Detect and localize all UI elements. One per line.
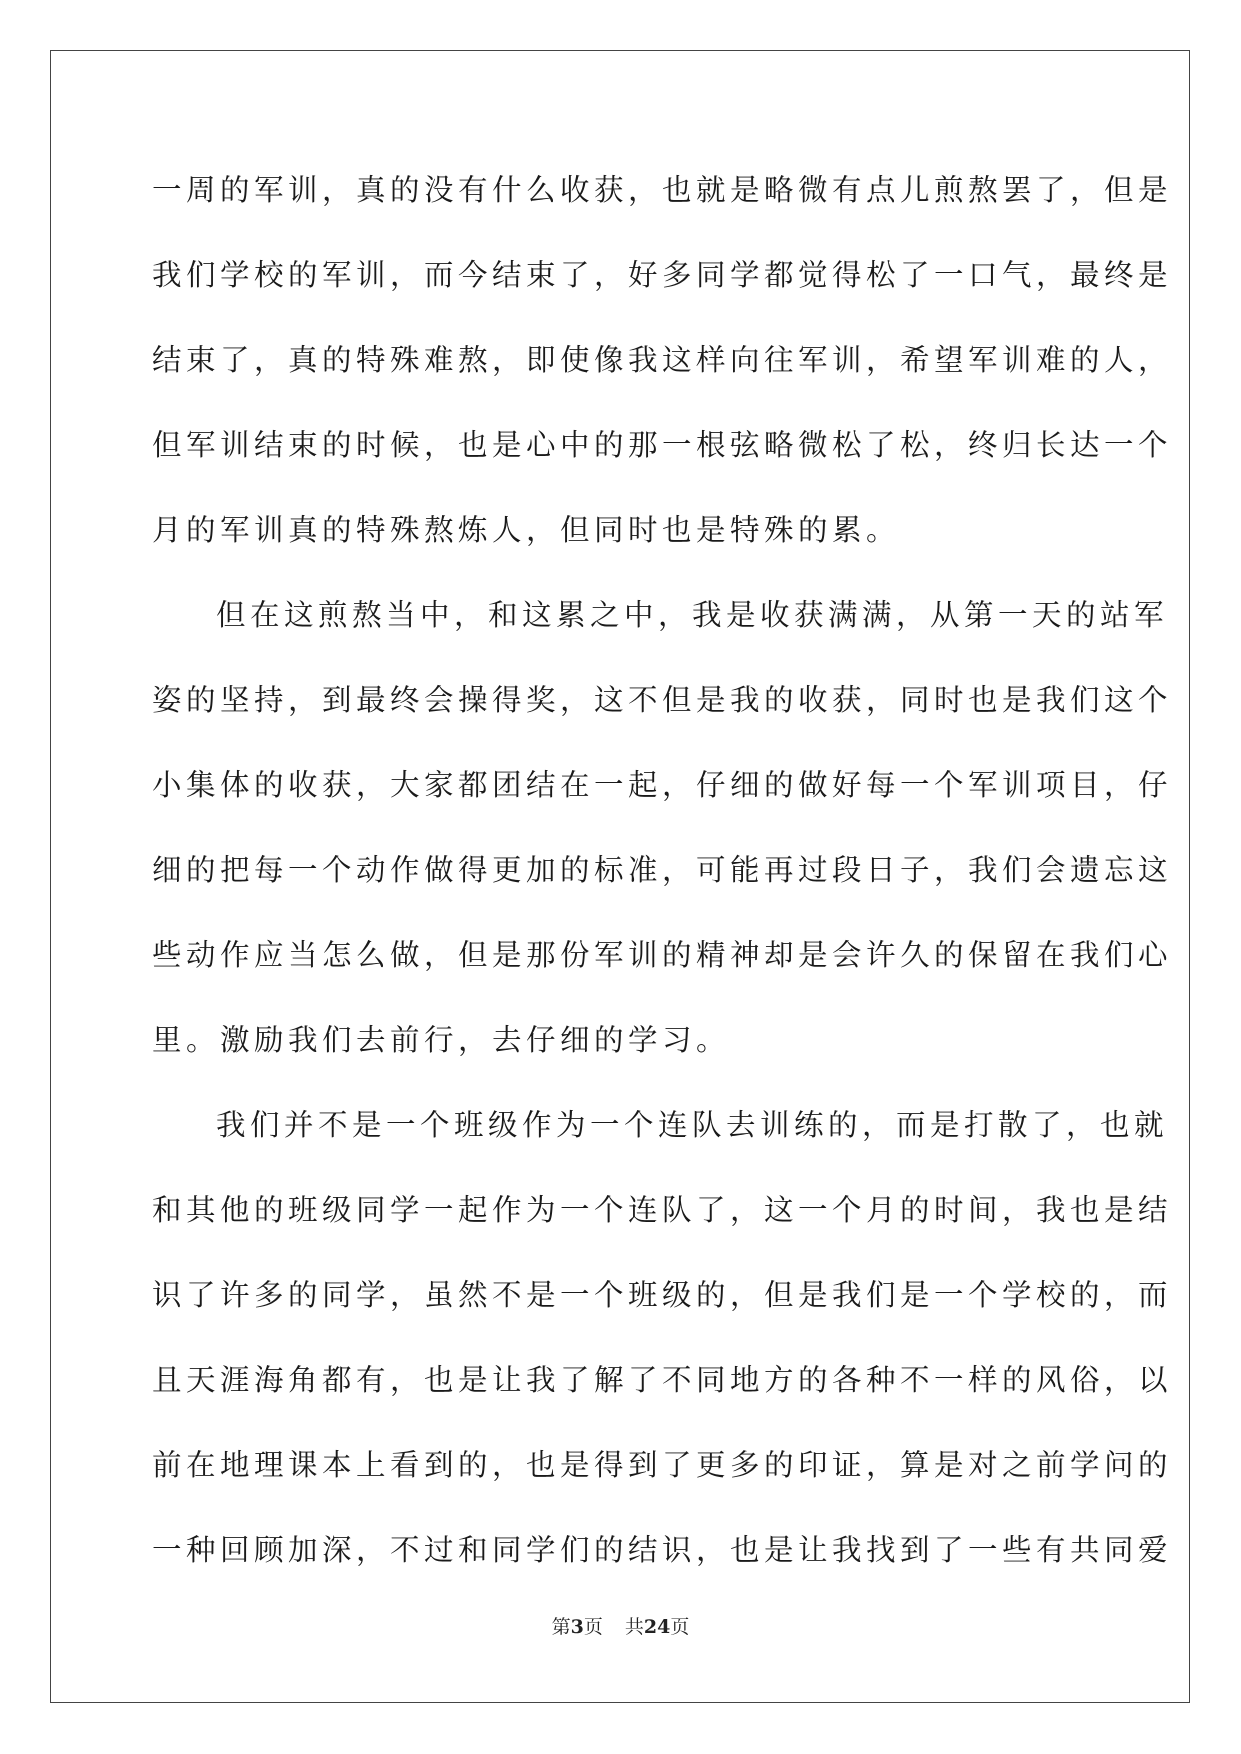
paragraph-line: 和其他的班级同学一起作为一个连队了，这一个月的时间，我也是结 [152,1193,1173,1227]
paragraph-line: 我们学校的军训，而今结束了，好多同学都觉得松了一口气，最终是 [152,258,1173,292]
paragraph-line: 我们并不是一个班级作为一个连队去训练的，而是打散了，也就 [216,1108,1169,1142]
paragraph-line: 一种回顾加深，不过和同学们的结识，也是让我找到了一些有共同爱 [152,1533,1173,1567]
footer-page-suffix: 页 [583,1616,603,1638]
paragraph-line: 前在地理课本上看到的，也是得到了更多的印证，算是对之前学问的 [152,1448,1173,1482]
paragraph-line: 且天涯海角都有，也是让我了解了不同地方的各种不一样的风俗，以 [152,1363,1173,1397]
footer-total-number: 24 [643,1616,671,1638]
footer-page-number: 3 [570,1616,584,1638]
paragraph-line: 识了许多的同学，虽然不是一个班级的，但是我们是一个学校的，而 [152,1278,1173,1312]
footer-total-prefix: 共 [624,1616,644,1638]
paragraph-line: 小集体的收获，大家都团结在一起，仔细的做好每一个军训项目，仔 [152,768,1173,802]
paragraph-line: 一周的军训，真的没有什么收获，也就是略微有点儿煎熬罢了，但是 [152,173,1173,207]
paragraph-line: 里。激励我们去前行，去仔细的学习。 [152,1023,731,1057]
paragraph-line: 姿的坚持，到最终会操得奖，这不但是我的收获，同时也是我们这个 [152,683,1173,717]
paragraph-line: 结束了，真的特殊难熬，即使像我这样向往军训，希望军训难的人， [152,343,1173,377]
paragraph-line: 细的把每一个动作做得更加的标准，可能再过段日子，我们会遗忘这 [152,853,1173,887]
footer-total-suffix: 页 [670,1616,690,1638]
page-footer [0,1612,1241,1639]
paragraph-line: 些动作应当怎么做，但是那份军训的精神却是会许久的保留在我们心 [152,938,1173,972]
footer-page-prefix: 第 [551,1616,571,1638]
document-body [152,155,1173,1600]
paragraph-line: 但在这煎熬当中，和这累之中，我是收获满满，从第一天的站军 [216,598,1169,632]
paragraph-line: 月的军训真的特殊熬炼人，但同时也是特殊的累。 [152,513,901,547]
paragraph-line: 但军训结束的时候，也是心中的那一根弦略微松了松，终归长达一个 [152,428,1173,462]
